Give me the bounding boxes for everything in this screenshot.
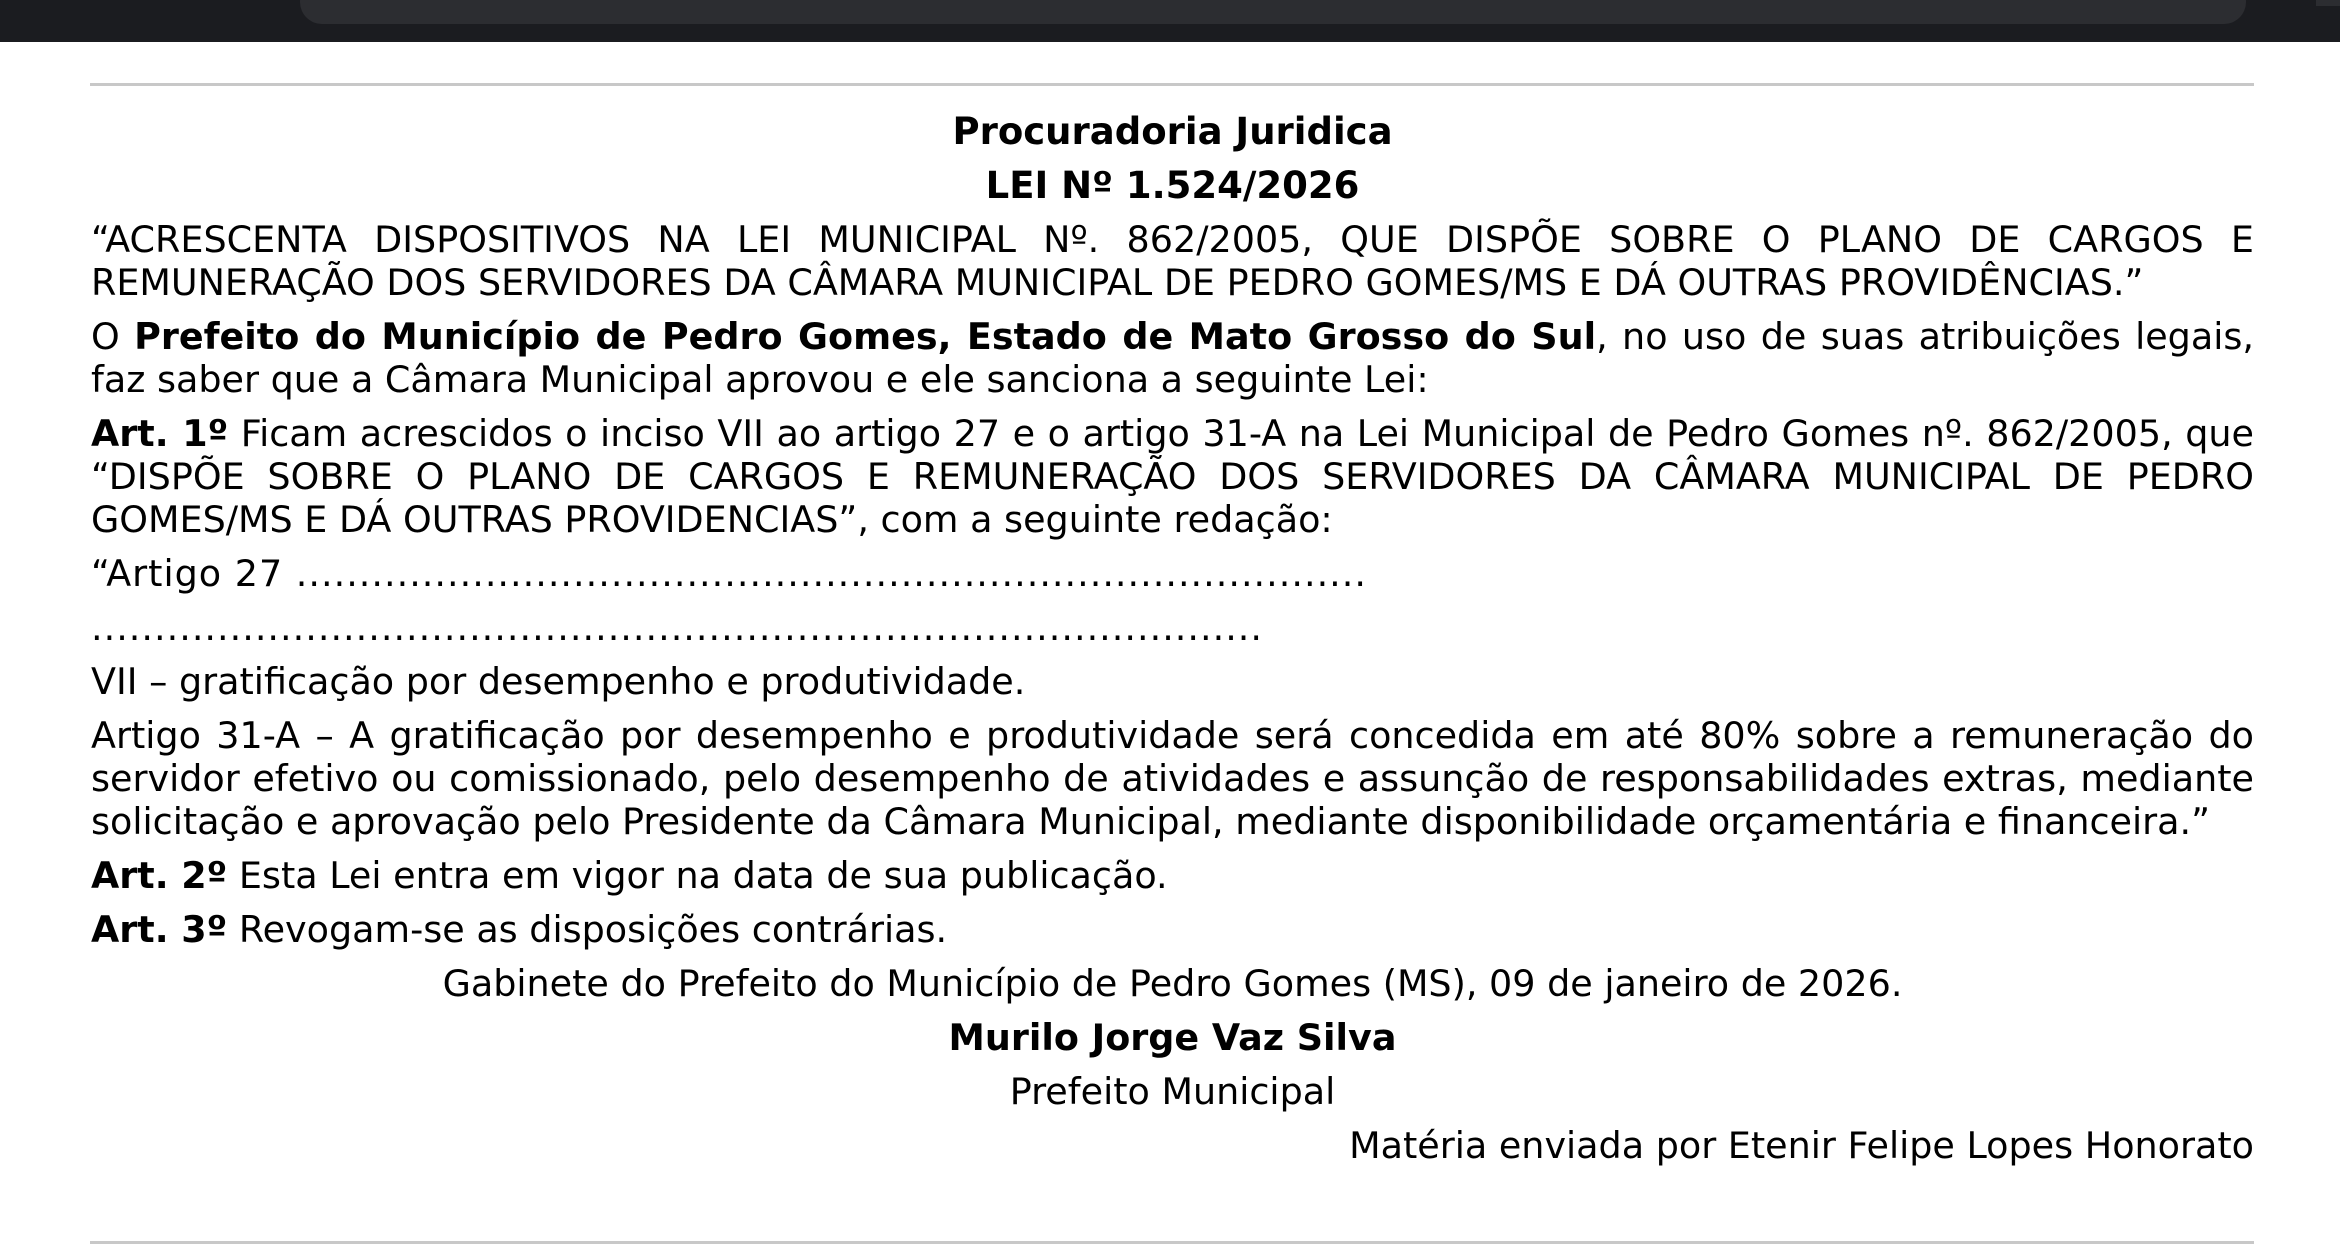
article-3 (91, 908, 2254, 951)
signer-role: Prefeito Municipal (1009, 1070, 1336, 1113)
place-and-date: Gabinete do Prefeito do Município de Pedro Gomes (MS), 09 de janeiro de 2026. (442, 962, 1903, 1005)
bottom-divider (90, 1241, 2254, 1244)
browser-top-bar (0, 0, 2340, 42)
article-3-label: Art. 3º (91, 908, 228, 951)
artigo-31a: Artigo 31-A – A gratificação por desempenho e produtividade será concedida em até 80% sobre a remuneração do servidor efetivo ou comissionado, pelo desempenho de atividades e assunção de responsabilidades extras, mediante solicitação e aprovação pelo Presidente da Câmara Municipal, mediante disponibilidade orçamentária e financeira.” (91, 714, 2254, 843)
article-1-text: Ficam acrescidos o inciso VII ao artigo 27 e o artigo 31-A na Lei Municipal de Pedro Gomes nº. 862/2005, que “DISPÕE SOBRE O PLANO DE CARGOS E REMUNERAÇÃO DOS SERVIDORES DA CÂMARA MUNICIPAL DE PEDRO GOMES/MS E DÁ OUTRAS PROVIDENCIAS”, com a seguinte redação: (91, 412, 2254, 541)
preamble-rest: , no uso de suas atribuições legais, faz saber que a Câmara Municipal aprovou e ele sanciona a seguinte Lei: (91, 315, 2254, 401)
article-1-label: Art. 1º (91, 412, 229, 455)
article-3-text: Revogam-se as disposições contrárias. (227, 908, 948, 951)
preamble-prefix: O (91, 315, 135, 358)
omitted-text-dots: ............................................................................................. (91, 606, 1264, 649)
preamble (91, 315, 2254, 401)
department-heading: Procuradoria Juridica (952, 110, 1393, 153)
window-corner (2316, 0, 2340, 6)
sent-by: Matéria enviada por Etenir Felipe Lopes Honorato (1349, 1124, 2254, 1167)
preamble-authority: Prefeito do Município de Pedro Gomes, Estado de Mato Grosso do Sul (134, 315, 1597, 358)
signer-name: Murilo Jorge Vaz Silva (948, 1016, 1397, 1059)
top-divider (90, 83, 2254, 86)
law-title: LEI Nº 1.524/2026 (985, 164, 1360, 207)
article-2-text: Esta Lei entra em vigor na data de sua publicação. (227, 854, 1168, 897)
article-2 (91, 854, 2254, 897)
inciso-vii: VII – gratificação por desempenho e produtividade. (91, 660, 1026, 703)
article-2-label: Art. 2º (91, 854, 228, 897)
law-document (91, 110, 2254, 1178)
article-1 (91, 412, 2254, 541)
address-bar[interactable] (300, 0, 2246, 24)
ementa: “ACRESCENTA DISPOSITIVOS NA LEI MUNICIPAL Nº. 862/2005, QUE DISPÕE SOBRE O PLANO DE CARGOS E REMUNERAÇÃO DOS SERVIDORES DA CÂMARA MUNICIPAL DE PEDRO GOMES/MS E DÁ OUTRAS PROVIDÊNCIAS.” (91, 218, 2254, 304)
artigo-27-line: “Artigo 27 ..................................................................................... (91, 552, 1367, 595)
